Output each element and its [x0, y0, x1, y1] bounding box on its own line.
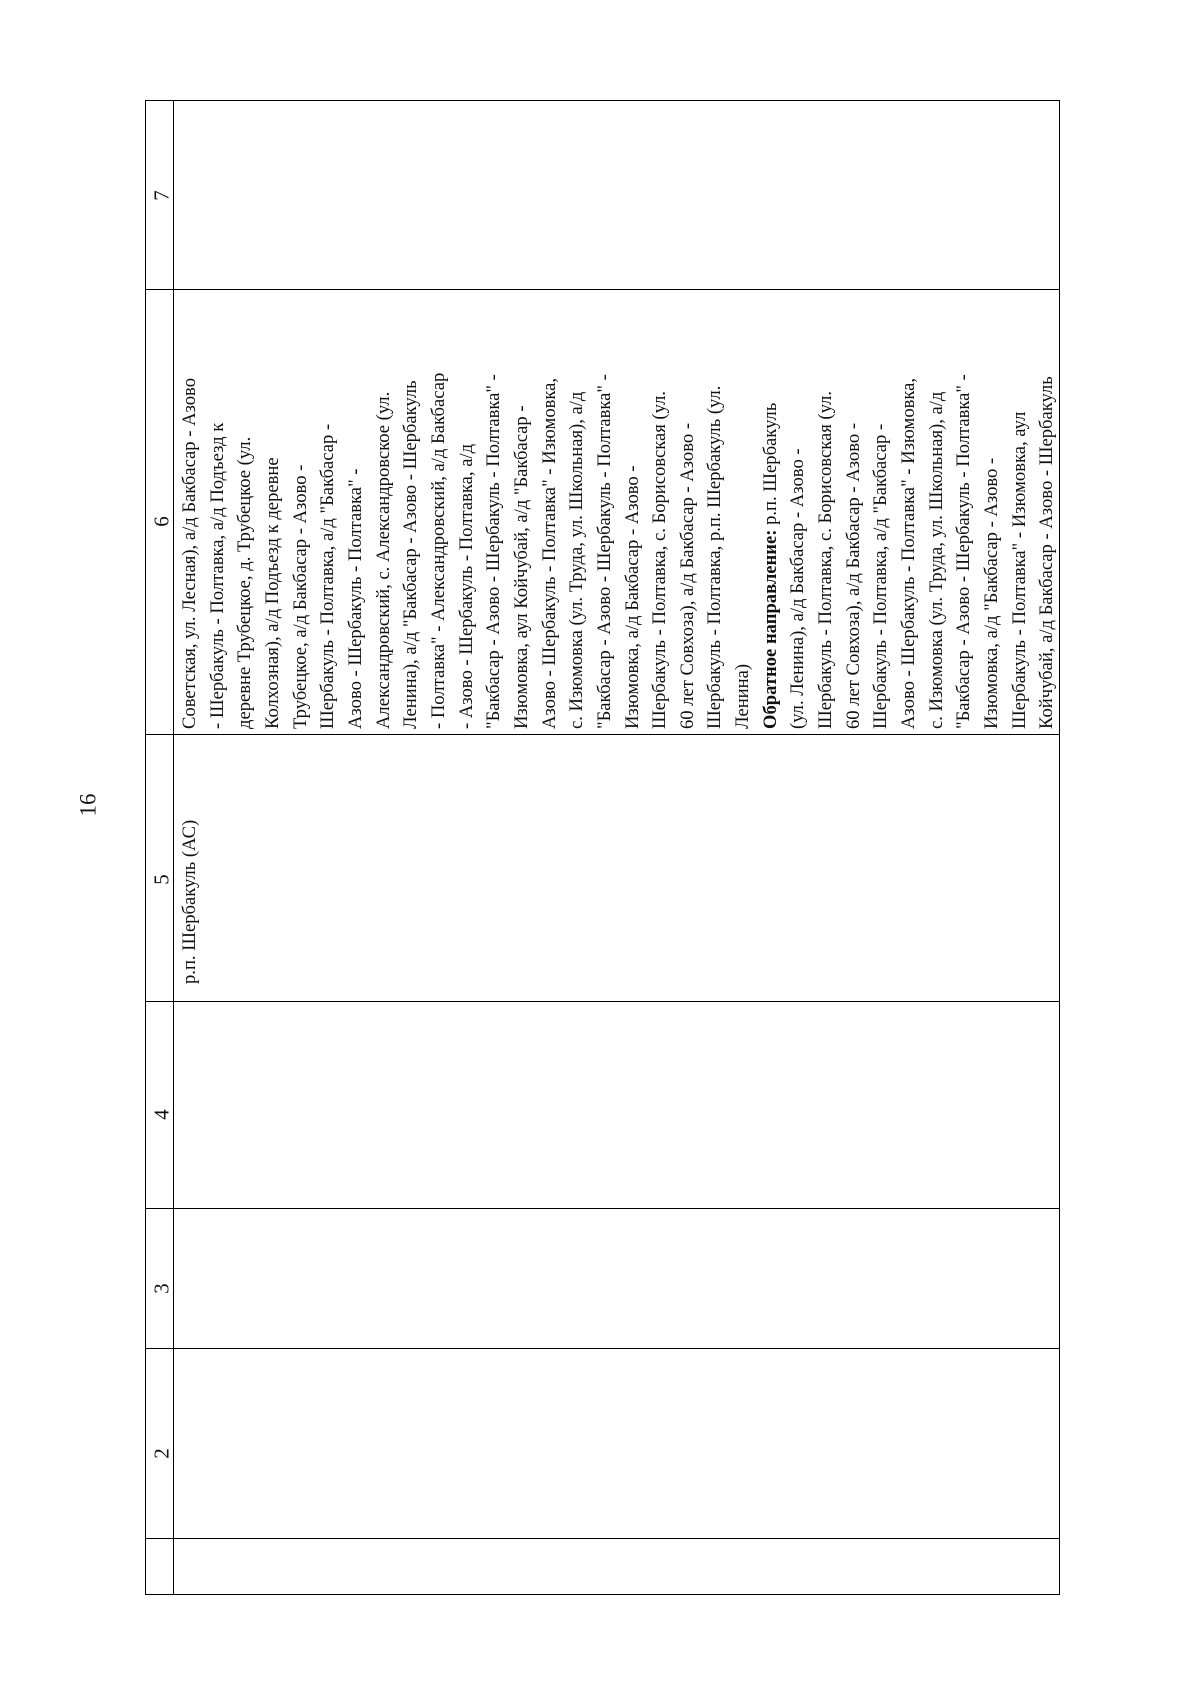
column-number-2: 2 [149, 1448, 174, 1459]
route-line: Шербакуль - Полтавка, а/д "Бакбасар - [317, 423, 339, 729]
route-line: деревне Трубецкое, д. Трубецкое (ул. [234, 436, 256, 729]
cell-divider-3-2 [146, 1348, 1059, 1349]
route-line: - Азово - Шербакуль - Полтавка, а/д [455, 443, 477, 729]
cell-divider-6-5 [146, 734, 1059, 735]
route-line: Колхозная), а/д Подъезд к деревне [261, 457, 283, 729]
route-table [145, 100, 1060, 1595]
reverse-route-line: "Бакбасар - Азово - Шербакуль - Полтавка" - [953, 374, 975, 729]
cell-route-description [176, 373, 1061, 729]
route-line: Советская, ул. Лесная), а/д Бакбасар - Азово [179, 377, 200, 729]
route-line: Азово - Шербакуль - Полтавка" - Изюмовка, [538, 377, 560, 729]
column-number-row-divider [173, 101, 174, 1594]
page-number: 16 [75, 793, 101, 817]
route-line: - Полтавка" - Александровский, а/д Бакбасар [427, 372, 449, 729]
cell-divider-7-6 [146, 289, 1059, 290]
route-line: Александровский, с. Александровское (ул. [372, 391, 394, 729]
route-line: - Шербакуль - Полтавка, а/д Подъезд к [206, 422, 228, 729]
route-line: Шербакуль - Полтавка, р.п. Шербакуль (ул. [704, 385, 726, 729]
reverse-direction-label: Обратное направление: [759, 529, 781, 729]
route-line: Ленина) [732, 663, 754, 729]
column-number-5: 5 [149, 874, 174, 885]
reverse-direction-start: р.п. Шербакуль [759, 402, 781, 530]
cell-stop-name [176, 820, 204, 984]
cell-divider-4-3 [146, 1208, 1059, 1209]
route-line: "Бакбасар - Азово - Шербакуль - Полтавка" - [593, 374, 615, 729]
reverse-direction-line [757, 373, 785, 729]
stop-name: р.п. Шербакуль (АС) [179, 819, 200, 984]
reverse-route-line: 60 лет Совхоза), а/д Бакбасар - Азово - [842, 422, 864, 729]
route-line: с. Изюмовка (ул. Труда, ул. Школьная), а/д [566, 391, 588, 729]
column-number-6: 6 [149, 516, 174, 527]
route-line: Шербакуль - Полтавка, с. Борисовская (ул. [649, 390, 671, 729]
route-line: Изюмовка, а/д Бакбасар - Азово - [621, 465, 643, 729]
cell-divider-2-1 [146, 1538, 1059, 1539]
reverse-route-line: (ул. Ленина), а/д Бакбасар - Азово - [787, 448, 809, 729]
column-number-3: 3 [149, 1283, 174, 1294]
reverse-route-line: Шербакуль - Полтавка, с. Борисовская (ул. [815, 390, 837, 729]
reverse-route-line: с. Изюмовка (ул. Труда, ул. Школьная), а/д [925, 391, 947, 729]
reverse-route-line: Азово - Шербакуль - Полтавка" - Изюмовка, [898, 377, 920, 729]
route-line: Трубецкое, а/д Бакбасар - Азово - [289, 464, 311, 729]
column-number-4: 4 [149, 1109, 174, 1120]
column-number-7: 7 [149, 190, 174, 201]
route-line: Азово - Шербакуль - Полтавка" - [344, 468, 366, 729]
cell-divider-5-4 [146, 1001, 1059, 1002]
reverse-route-line: Шербакуль - Полтавка" - Изюмовка, аул [1008, 411, 1030, 729]
reverse-route-line: Койчубай, а/д Бакбасар - Азово - Шербакуль [1036, 376, 1058, 729]
route-line: 60 лет Совхоза), а/д Бакбасар - Азово - [676, 422, 698, 729]
reverse-route-line: Шербакуль - Полтавка, а/д "Бакбасар - [870, 423, 892, 729]
route-line: "Бакбасар - Азово - Шербакуль - Полтавка" - [483, 374, 505, 729]
reverse-route-line: Изюмовка, а/д "Бакбасар - Азово - [981, 457, 1003, 729]
route-line: Изюмовка, аул Койчубай, а/д "Бакбасар - [510, 405, 532, 729]
route-line: Ленина), а/д "Бакбасар - Азово - Шербакуль [400, 380, 422, 729]
